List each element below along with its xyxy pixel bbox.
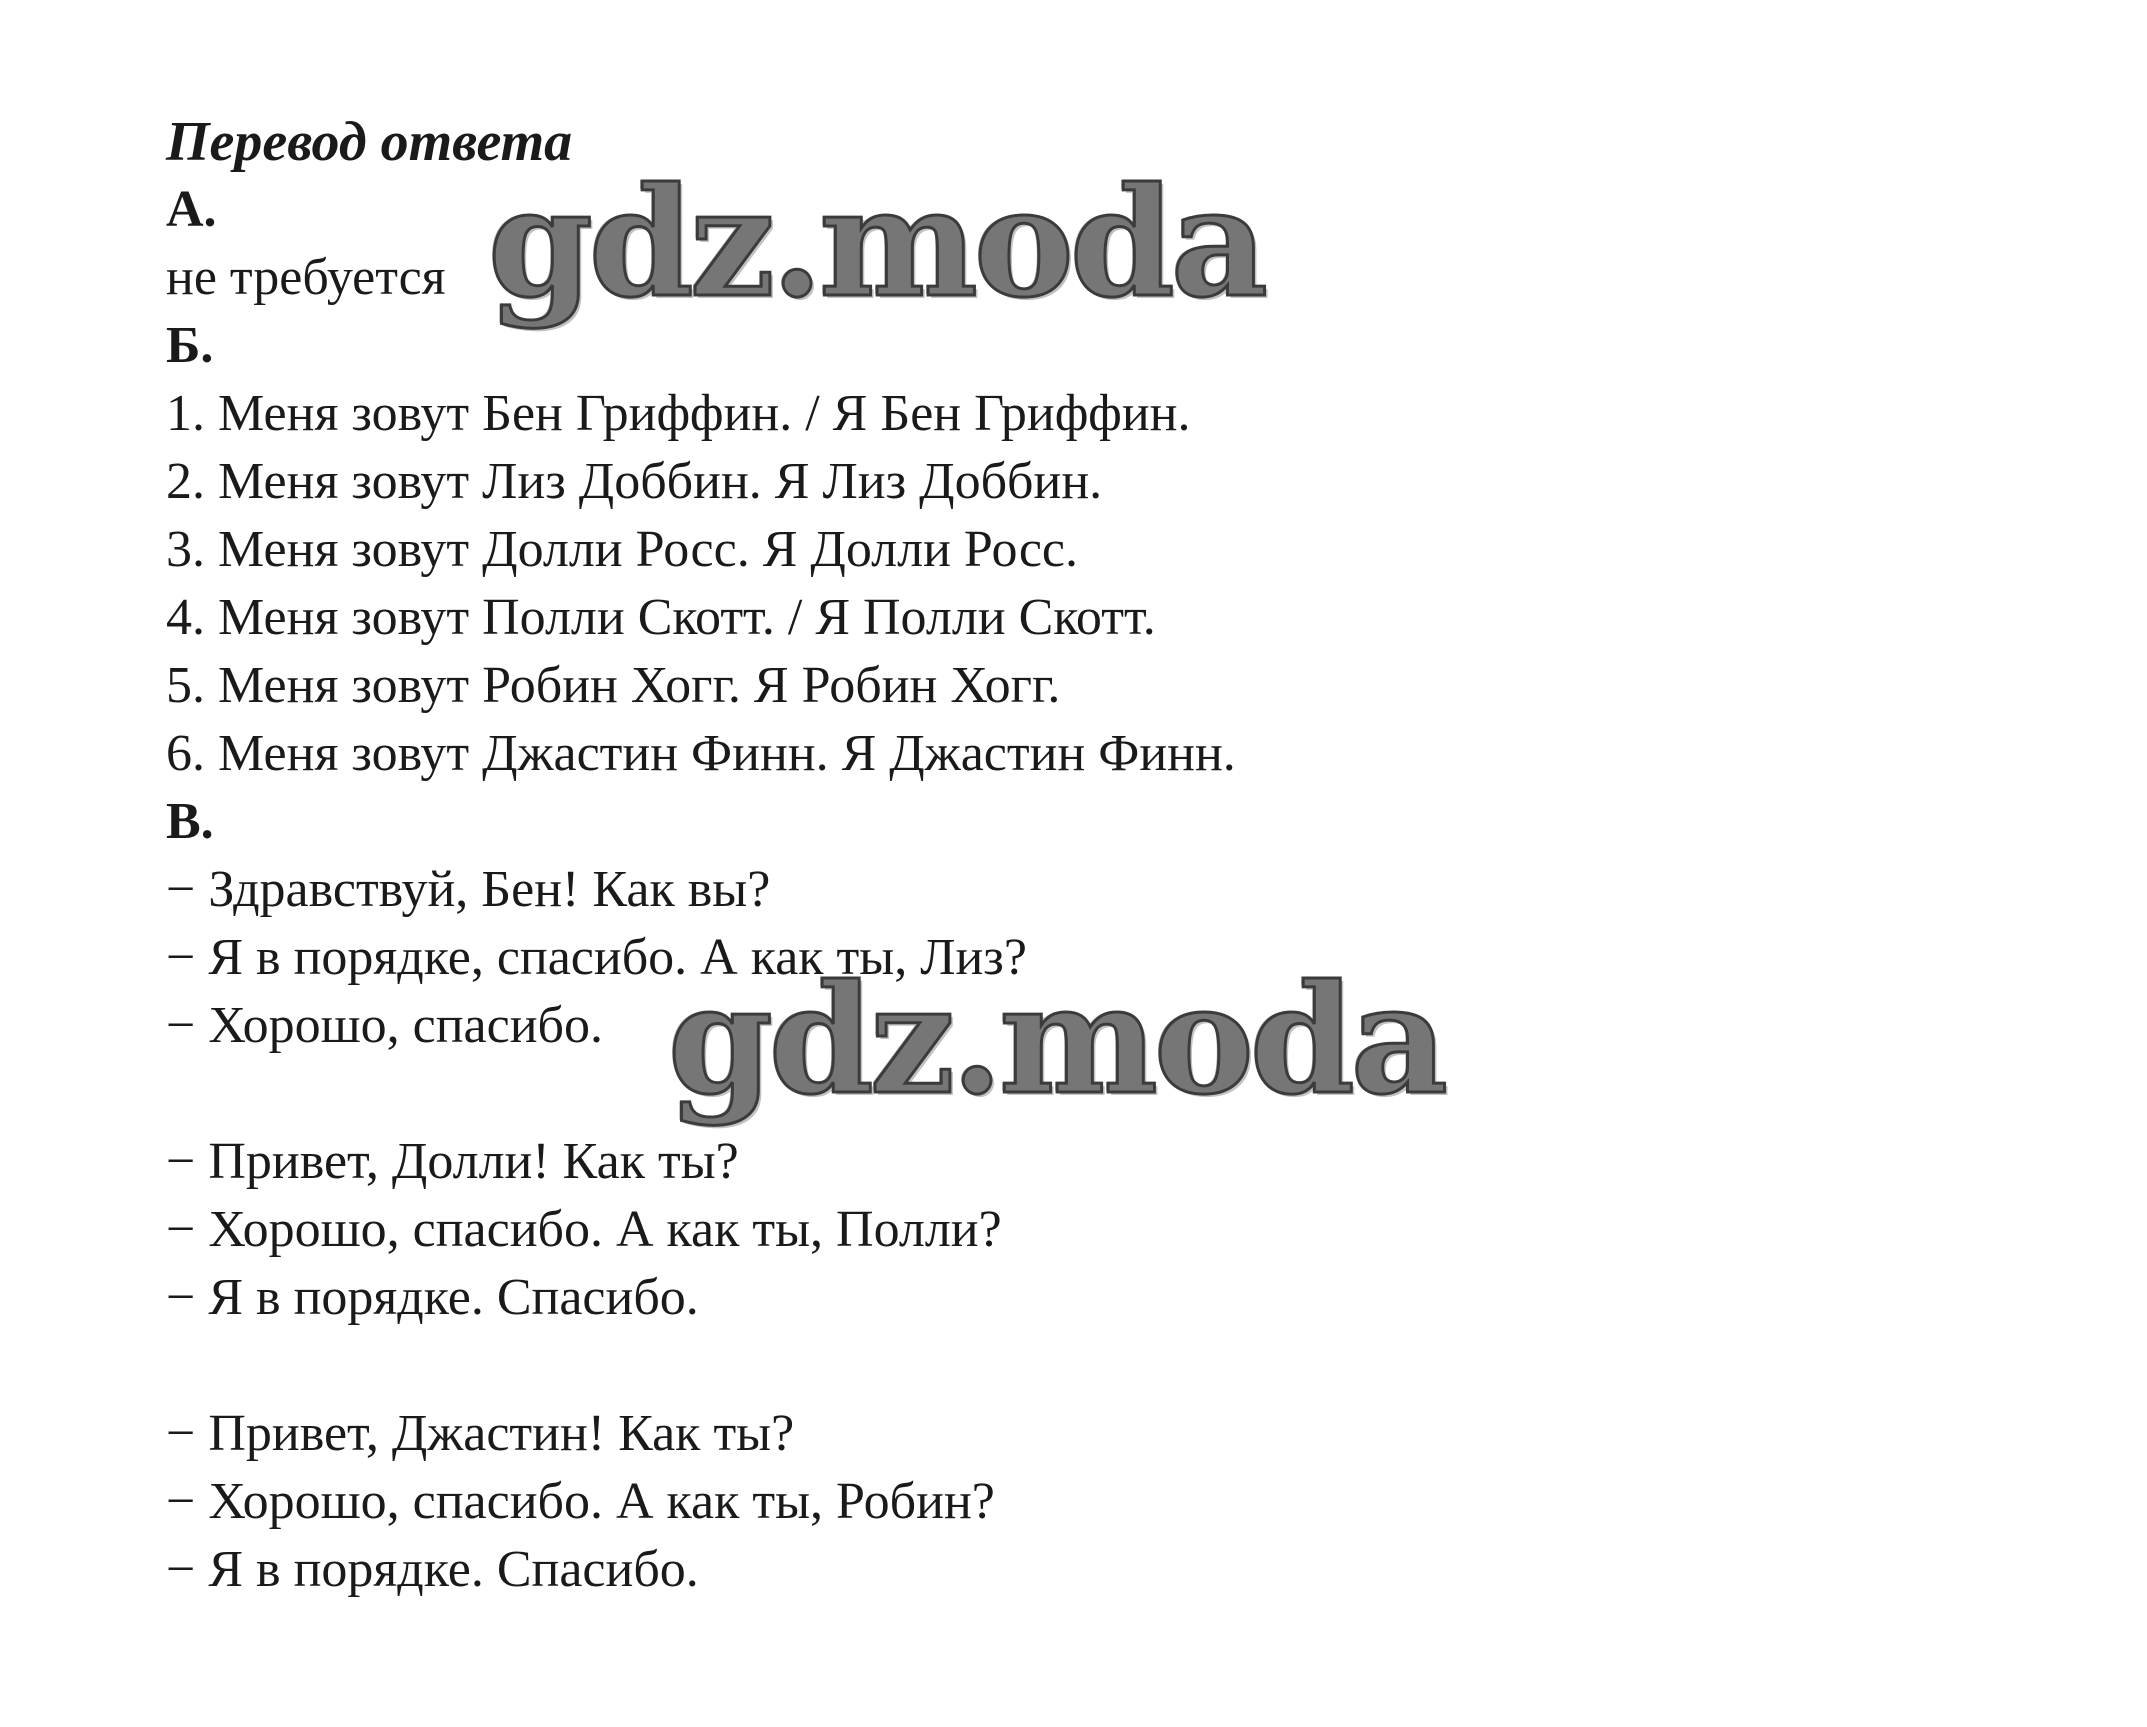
- dialogue-line: − Я в порядке, спасибо. А как ты, Лиз?: [166, 929, 1027, 986]
- dialogue-line: − Хорошо, спасибо.: [166, 997, 603, 1054]
- list-item: 1. Меня зовут Бен Гриффин. / Я Бен Гриффин.: [166, 385, 1191, 442]
- dialogue-3: [166, 1400, 2066, 1604]
- list-item: 2. Меня зовут Лиз Доббин. Я Лиз Доббин.: [166, 453, 1103, 510]
- dialogue-line: − Привет, Долли! Как ты?: [166, 1133, 739, 1190]
- section-c-letter: В.: [166, 793, 214, 850]
- list-item: 3. Меня зовут Долли Росс. Я Долли Росс.: [166, 521, 1078, 578]
- list-item: 4. Меня зовут Полли Скотт. / Я Полли Скотт.: [166, 589, 1156, 646]
- watermark-logo: gdz.moda: [488, 155, 1265, 331]
- section-a-letter: А.: [166, 181, 217, 238]
- list-item: 5. Меня зовут Робин Хогг. Я Робин Хогг.: [166, 657, 1061, 714]
- dialogue-line: − Привет, Джастин! Как ты?: [166, 1405, 795, 1462]
- dialogue-line: − Я в порядке. Спасибо.: [166, 1541, 699, 1598]
- watermark-logo: gdz.moda: [668, 952, 1445, 1128]
- dialogue-line: − Здравствуй, Бен! Как вы?: [166, 861, 771, 918]
- page-title: Перевод ответа: [166, 111, 573, 173]
- section-b-letter: Б.: [166, 317, 214, 374]
- answer-content: [166, 108, 2066, 1604]
- dialogue-line: − Хорошо, спасибо. А как ты, Полли?: [166, 1201, 1002, 1258]
- dialogue-line: − Хорошо, спасибо. А как ты, Робин?: [166, 1473, 995, 1530]
- dialogue-line: − Я в порядке. Спасибо.: [166, 1269, 699, 1326]
- list-item: 6. Меня зовут Джастин Финн. Я Джастин Финн.: [166, 725, 1236, 782]
- section-a-text: не требуется: [166, 249, 446, 306]
- spacer: [166, 1332, 2066, 1400]
- dialogue-2: [166, 1128, 2066, 1332]
